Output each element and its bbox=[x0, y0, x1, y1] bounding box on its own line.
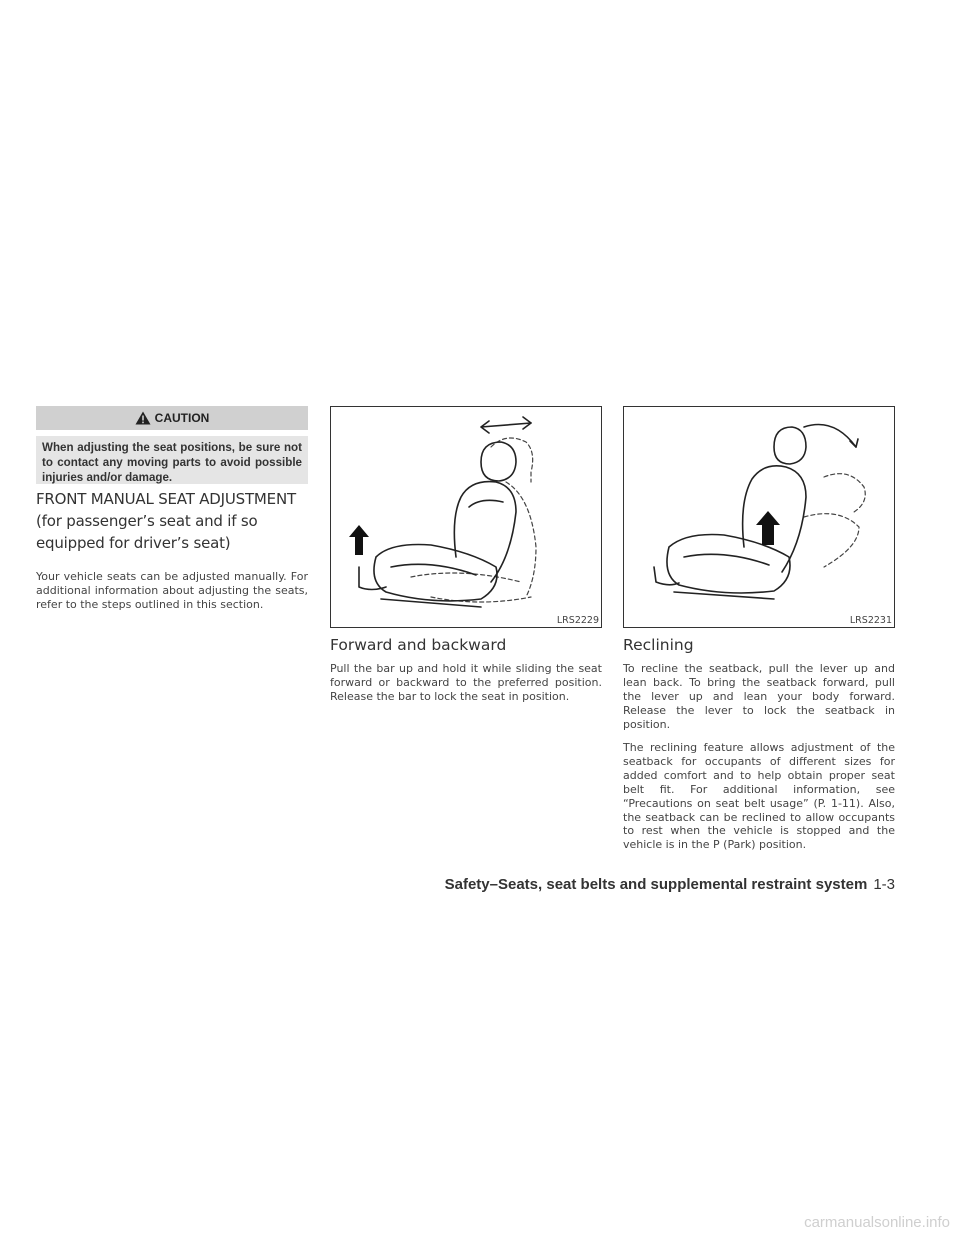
figure-code: LRS2229 bbox=[556, 615, 599, 626]
footer-title: Safety–Seats, seat belts and supplemental restraint system bbox=[444, 876, 868, 893]
figure-code: LRS2231 bbox=[849, 615, 892, 626]
intro-paragraph: Your vehicle seats can be adjusted manually. For additional information about adjusting the seats, refer to the steps outlined in this section. bbox=[36, 570, 308, 611]
warning-icon bbox=[135, 411, 151, 425]
caution-box bbox=[36, 406, 308, 486]
forward-backward-paragraph: Pull the bar up and hold it while sliding the seat forward or backward to the preferred position. Release the bar to lock the seat in position. bbox=[330, 662, 602, 703]
reclining-paragraph-1: To recline the seatback, pull the lever up and lean back. To bring the seatback forward, pull the lever up and lean your body forward. Release the lever to lock the seatback in position. bbox=[623, 662, 895, 731]
reclining-heading: Reclining bbox=[623, 636, 694, 654]
watermark: carmanualsonline.info bbox=[804, 1214, 950, 1231]
caution-header bbox=[36, 406, 308, 430]
seat-slide-figure bbox=[330, 406, 602, 628]
seat-recline-illustration-icon bbox=[624, 407, 894, 627]
page-footer bbox=[330, 876, 895, 893]
forward-backward-heading: Forward and backward bbox=[330, 636, 507, 654]
seat-slide-illustration-icon bbox=[331, 407, 601, 627]
section-title: FRONT MANUAL SEAT ADJUSTMENT (for passenger’s seat and if so equipped for driver’s seat) bbox=[36, 490, 296, 552]
caution-text: When adjusting the seat positions, be sure not to contact any moving parts to avoid possible injuries and/or damage. bbox=[36, 436, 308, 484]
caution-label: CAUTION bbox=[154, 411, 210, 425]
reclining-paragraph-2: The reclining feature allows adjustment of the seatback for occupants of different sizes for added comfort and to help obtain proper seat belt fit. For additional information, see “Precautions on seat belt usage” (P. 1-11). Also, the seatback can be reclined to allow occupants to rest when the vehicle is stopped and the vehicle is in the P (Park) position. bbox=[623, 741, 895, 852]
seat-recline-figure bbox=[623, 406, 895, 628]
page-number: 1-3 bbox=[873, 876, 895, 893]
